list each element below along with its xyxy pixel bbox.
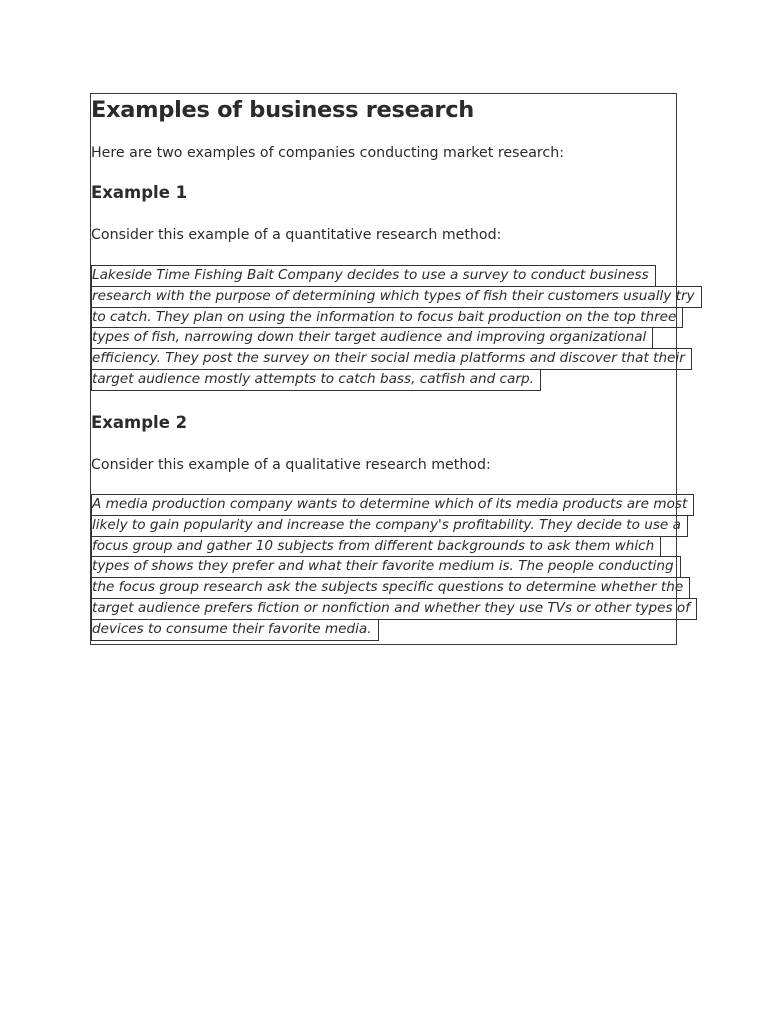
quote-line: types of shows they prefer and what their favorite medium is. The people conducting bbox=[91, 556, 681, 578]
quote-line: target audience mostly attempts to catch bass, catfish and carp. bbox=[91, 369, 541, 391]
quote-line: the focus group research ask the subjects specific questions to determine whether the bbox=[91, 577, 690, 599]
quote-line: target audience prefers fiction or nonfiction and whether they use TVs or other types of bbox=[91, 598, 697, 620]
page-title: Examples of business research bbox=[91, 97, 474, 123]
quote-line: efficiency. They post the survey on their social media platforms and discover that their bbox=[91, 348, 692, 370]
example-2-lead: Consider this example of a qualitative research method: bbox=[91, 457, 491, 473]
quote-line: to catch. They plan on using the information to focus bait production on the top three bbox=[91, 307, 683, 329]
document-frame bbox=[90, 93, 695, 645]
example-1-lead: Consider this example of a quantitative research method: bbox=[91, 227, 502, 243]
example-2-quote bbox=[91, 495, 697, 641]
example-2-heading: Example 2 bbox=[91, 413, 188, 432]
quote-line: likely to gain popularity and increase the company's profitability. They decide to use a bbox=[91, 515, 688, 537]
quote-line: A media production company wants to determine which of its media products are most bbox=[91, 494, 694, 516]
quote-line: Lakeside Time Fishing Bait Company decides to use a survey to conduct business bbox=[91, 265, 656, 287]
quote-line: types of fish, narrowing down their target audience and improving organizational bbox=[91, 327, 653, 349]
example-1-heading: Example 1 bbox=[91, 183, 188, 202]
quote-line: focus group and gather 10 subjects from different backgrounds to ask them which bbox=[91, 536, 661, 558]
intro-text: Here are two examples of companies conducting market research: bbox=[91, 145, 564, 161]
quote-line: research with the purpose of determining which types of fish their customers usually try bbox=[91, 286, 702, 308]
example-1-quote bbox=[91, 266, 702, 391]
quote-line: devices to consume their favorite media. bbox=[91, 619, 379, 641]
